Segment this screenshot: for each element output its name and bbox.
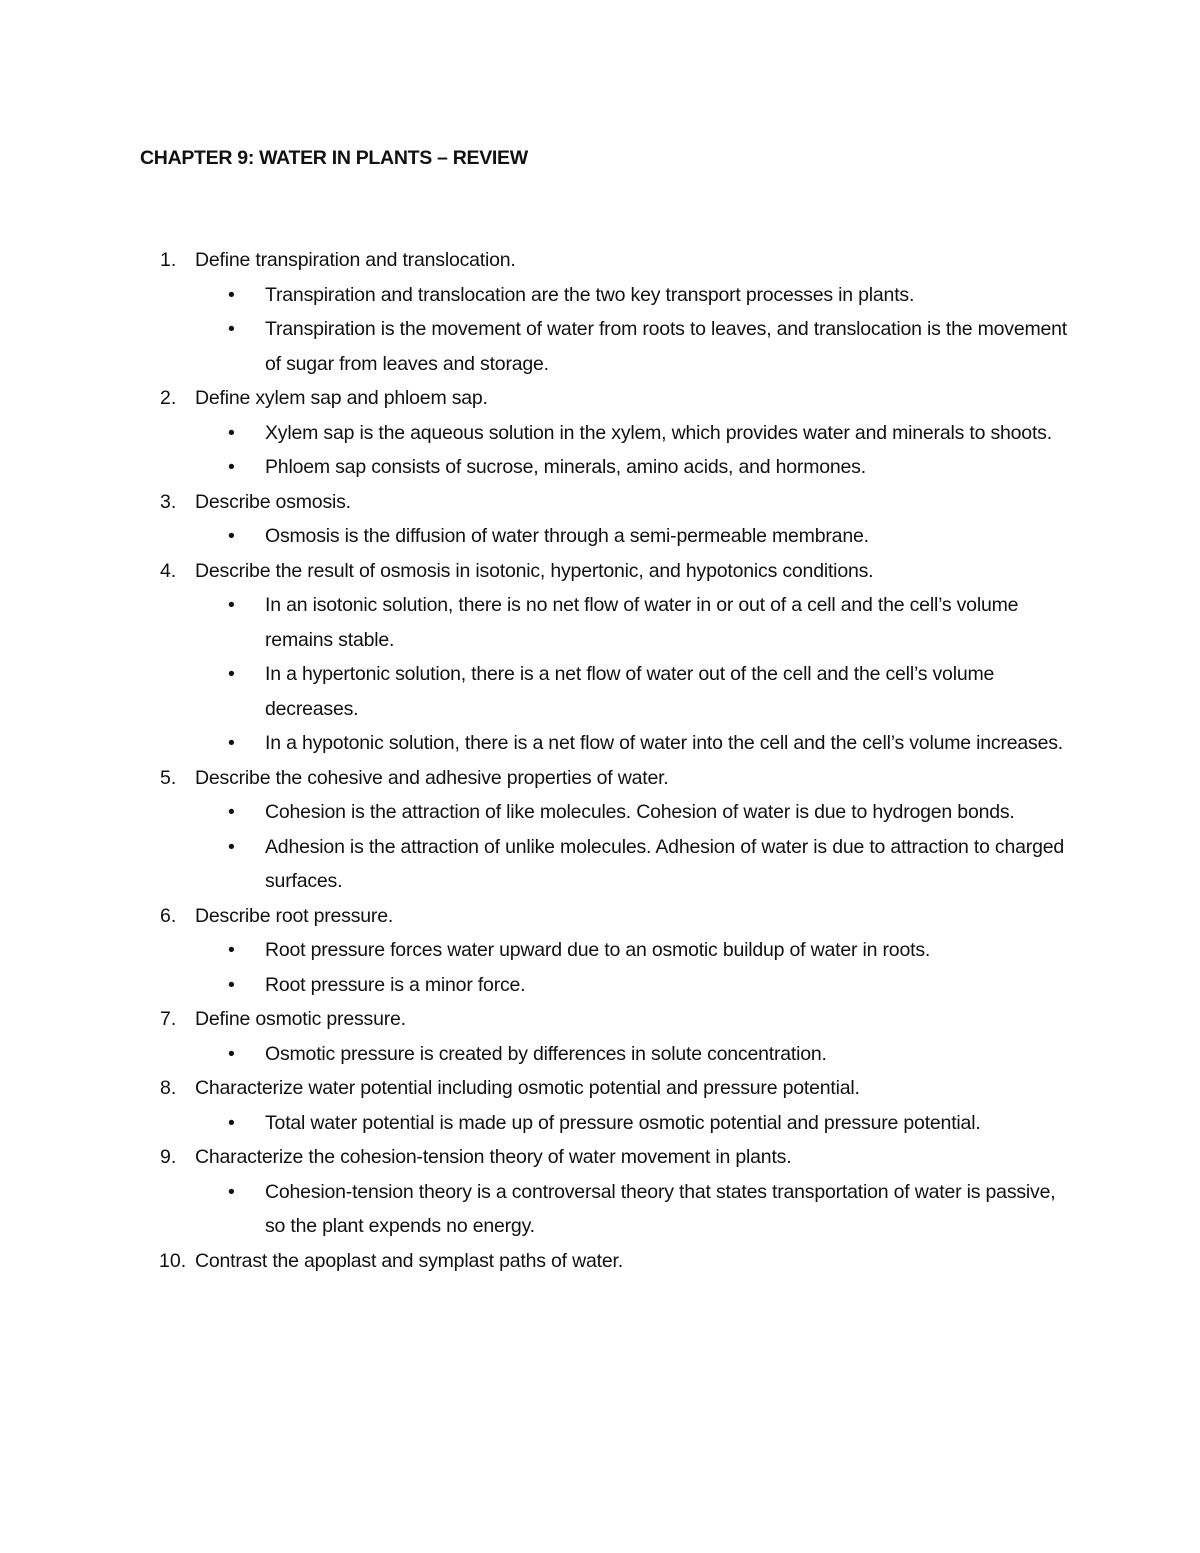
answer-text: Transpiration and translocation are the two key transport processes in plants. (265, 283, 915, 306)
bullet-icon: • (228, 973, 235, 996)
question-number: 5. (160, 766, 177, 789)
question-number: 10. (159, 1249, 187, 1272)
answer-item (195, 450, 1070, 485)
bullet-icon: • (228, 283, 235, 306)
answer-text: Cohesion is the attraction of like molecules. Cohesion of water is due to hydrogen bonds. (265, 801, 1015, 823)
answer-text: Phloem sap consists of sucrose, minerals, amino acids, and hormones. (265, 456, 866, 478)
bullet-icon: • (228, 525, 235, 547)
question-number: 8. (160, 1077, 177, 1099)
bullet-icon: • (228, 318, 235, 340)
question-item (140, 243, 1070, 381)
question-text: Describe osmosis. (195, 490, 351, 513)
question-item (140, 1140, 1070, 1244)
answer-text: Root pressure is a minor force. (265, 973, 526, 996)
answer-text: Transpiration is the movement of water from roots to leaves, and translocation is the movement of sugar from leaves and storage. (265, 318, 1068, 375)
question-number: 6. (160, 904, 177, 927)
question-text: Contrast the apoplast and symplast paths of water. (195, 1249, 623, 1272)
question-number: 9. (160, 1146, 177, 1168)
question-number: 7. (160, 1008, 177, 1030)
question-text: Define xylem sap and phloem sap. (195, 387, 488, 409)
answer-list (195, 933, 1070, 1002)
question-text: Describe root pressure. (195, 904, 394, 927)
question-number: 1. (160, 249, 177, 271)
answer-text: In a hypotonic solution, there is a net flow of water into the cell and the cell’s volume increases. (265, 732, 1064, 754)
answer-text: Osmotic pressure is created by differences in solute concentration. (265, 1042, 827, 1065)
answer-item (195, 278, 1070, 313)
question-item (140, 1071, 1070, 1140)
answer-item (195, 968, 1070, 1003)
answer-list (195, 588, 1070, 761)
answer-item (195, 416, 1070, 451)
question-number: 2. (160, 387, 177, 409)
answer-item (195, 830, 1070, 899)
answer-item (195, 312, 1070, 381)
bullet-icon: • (228, 835, 235, 858)
bullet-icon: • (228, 1042, 235, 1065)
bullet-icon: • (228, 456, 235, 478)
answer-text: Osmosis is the diffusion of water through a semi-permeable membrane. (265, 525, 869, 547)
question-text: Characterize water potential including osmotic potential and pressure potential. (195, 1077, 860, 1099)
bullet-icon: • (228, 732, 235, 754)
answer-item (195, 726, 1070, 761)
answer-text: Xylem sap is the aqueous solution in the xylem, which provides water and minerals to shoots. (265, 421, 1052, 444)
question-item (140, 1002, 1070, 1071)
bullet-icon: • (228, 421, 235, 444)
question-item (140, 899, 1070, 1003)
answer-item (195, 588, 1070, 657)
question-text: Describe the cohesive and adhesive properties of water. (195, 766, 669, 789)
bullet-icon: • (228, 939, 235, 961)
answer-list (195, 1175, 1070, 1244)
answer-text: In an isotonic solution, there is no net flow of water in or out of a cell and the cell’s volume remains stable. (265, 594, 1019, 651)
question-text: Define osmotic pressure. (195, 1008, 406, 1030)
question-text: Define transpiration and translocation. (195, 249, 516, 271)
question-item (140, 381, 1070, 485)
answer-item (195, 1106, 1070, 1141)
answer-list (195, 795, 1070, 899)
answer-item (195, 519, 1070, 554)
question-text: Describe the result of osmosis in isotonic, hypertonic, and hypotonics conditions. (195, 559, 874, 582)
page-title: CHAPTER 9: WATER IN PLANTS – REVIEW (140, 147, 528, 169)
answer-list (195, 519, 1070, 554)
answer-text: Total water potential is made up of pressure osmotic potential and pressure potential. (265, 1111, 981, 1134)
question-list (140, 243, 1070, 1278)
bullet-icon: • (228, 1180, 235, 1203)
bullet-icon: • (228, 663, 235, 685)
answer-item (195, 1037, 1070, 1072)
answer-item (195, 657, 1070, 726)
answer-text: Adhesion is the attraction of unlike molecules. Adhesion of water is due to attraction to charged surfaces. (265, 835, 1065, 892)
bullet-icon: • (228, 1111, 235, 1134)
question-item (140, 761, 1070, 899)
answer-text: Root pressure forces water upward due to an osmotic buildup of water in roots. (265, 939, 931, 961)
question-number: 4. (160, 559, 177, 582)
question-number: 3. (160, 490, 177, 513)
answer-list (195, 1037, 1070, 1072)
answer-text: In a hypertonic solution, there is a net flow of water out of the cell and the cell’s volume decreases. (265, 663, 995, 720)
answer-list (195, 1106, 1070, 1141)
answer-item (195, 933, 1070, 968)
question-item (140, 485, 1070, 554)
question-item (140, 554, 1070, 761)
answer-list (195, 278, 1070, 382)
answer-text: Cohesion-tension theory is a controversal theory that states transportation of water is passive, so the plant expends no energy. (265, 1180, 1056, 1237)
bullet-icon: • (228, 801, 235, 823)
answer-item (195, 1175, 1070, 1244)
question-item (140, 1244, 1070, 1279)
question-text: Characterize the cohesion-tension theory of water movement in plants. (195, 1146, 792, 1168)
bullet-icon: • (228, 594, 235, 616)
answer-list (195, 416, 1070, 485)
answer-item (195, 795, 1070, 830)
